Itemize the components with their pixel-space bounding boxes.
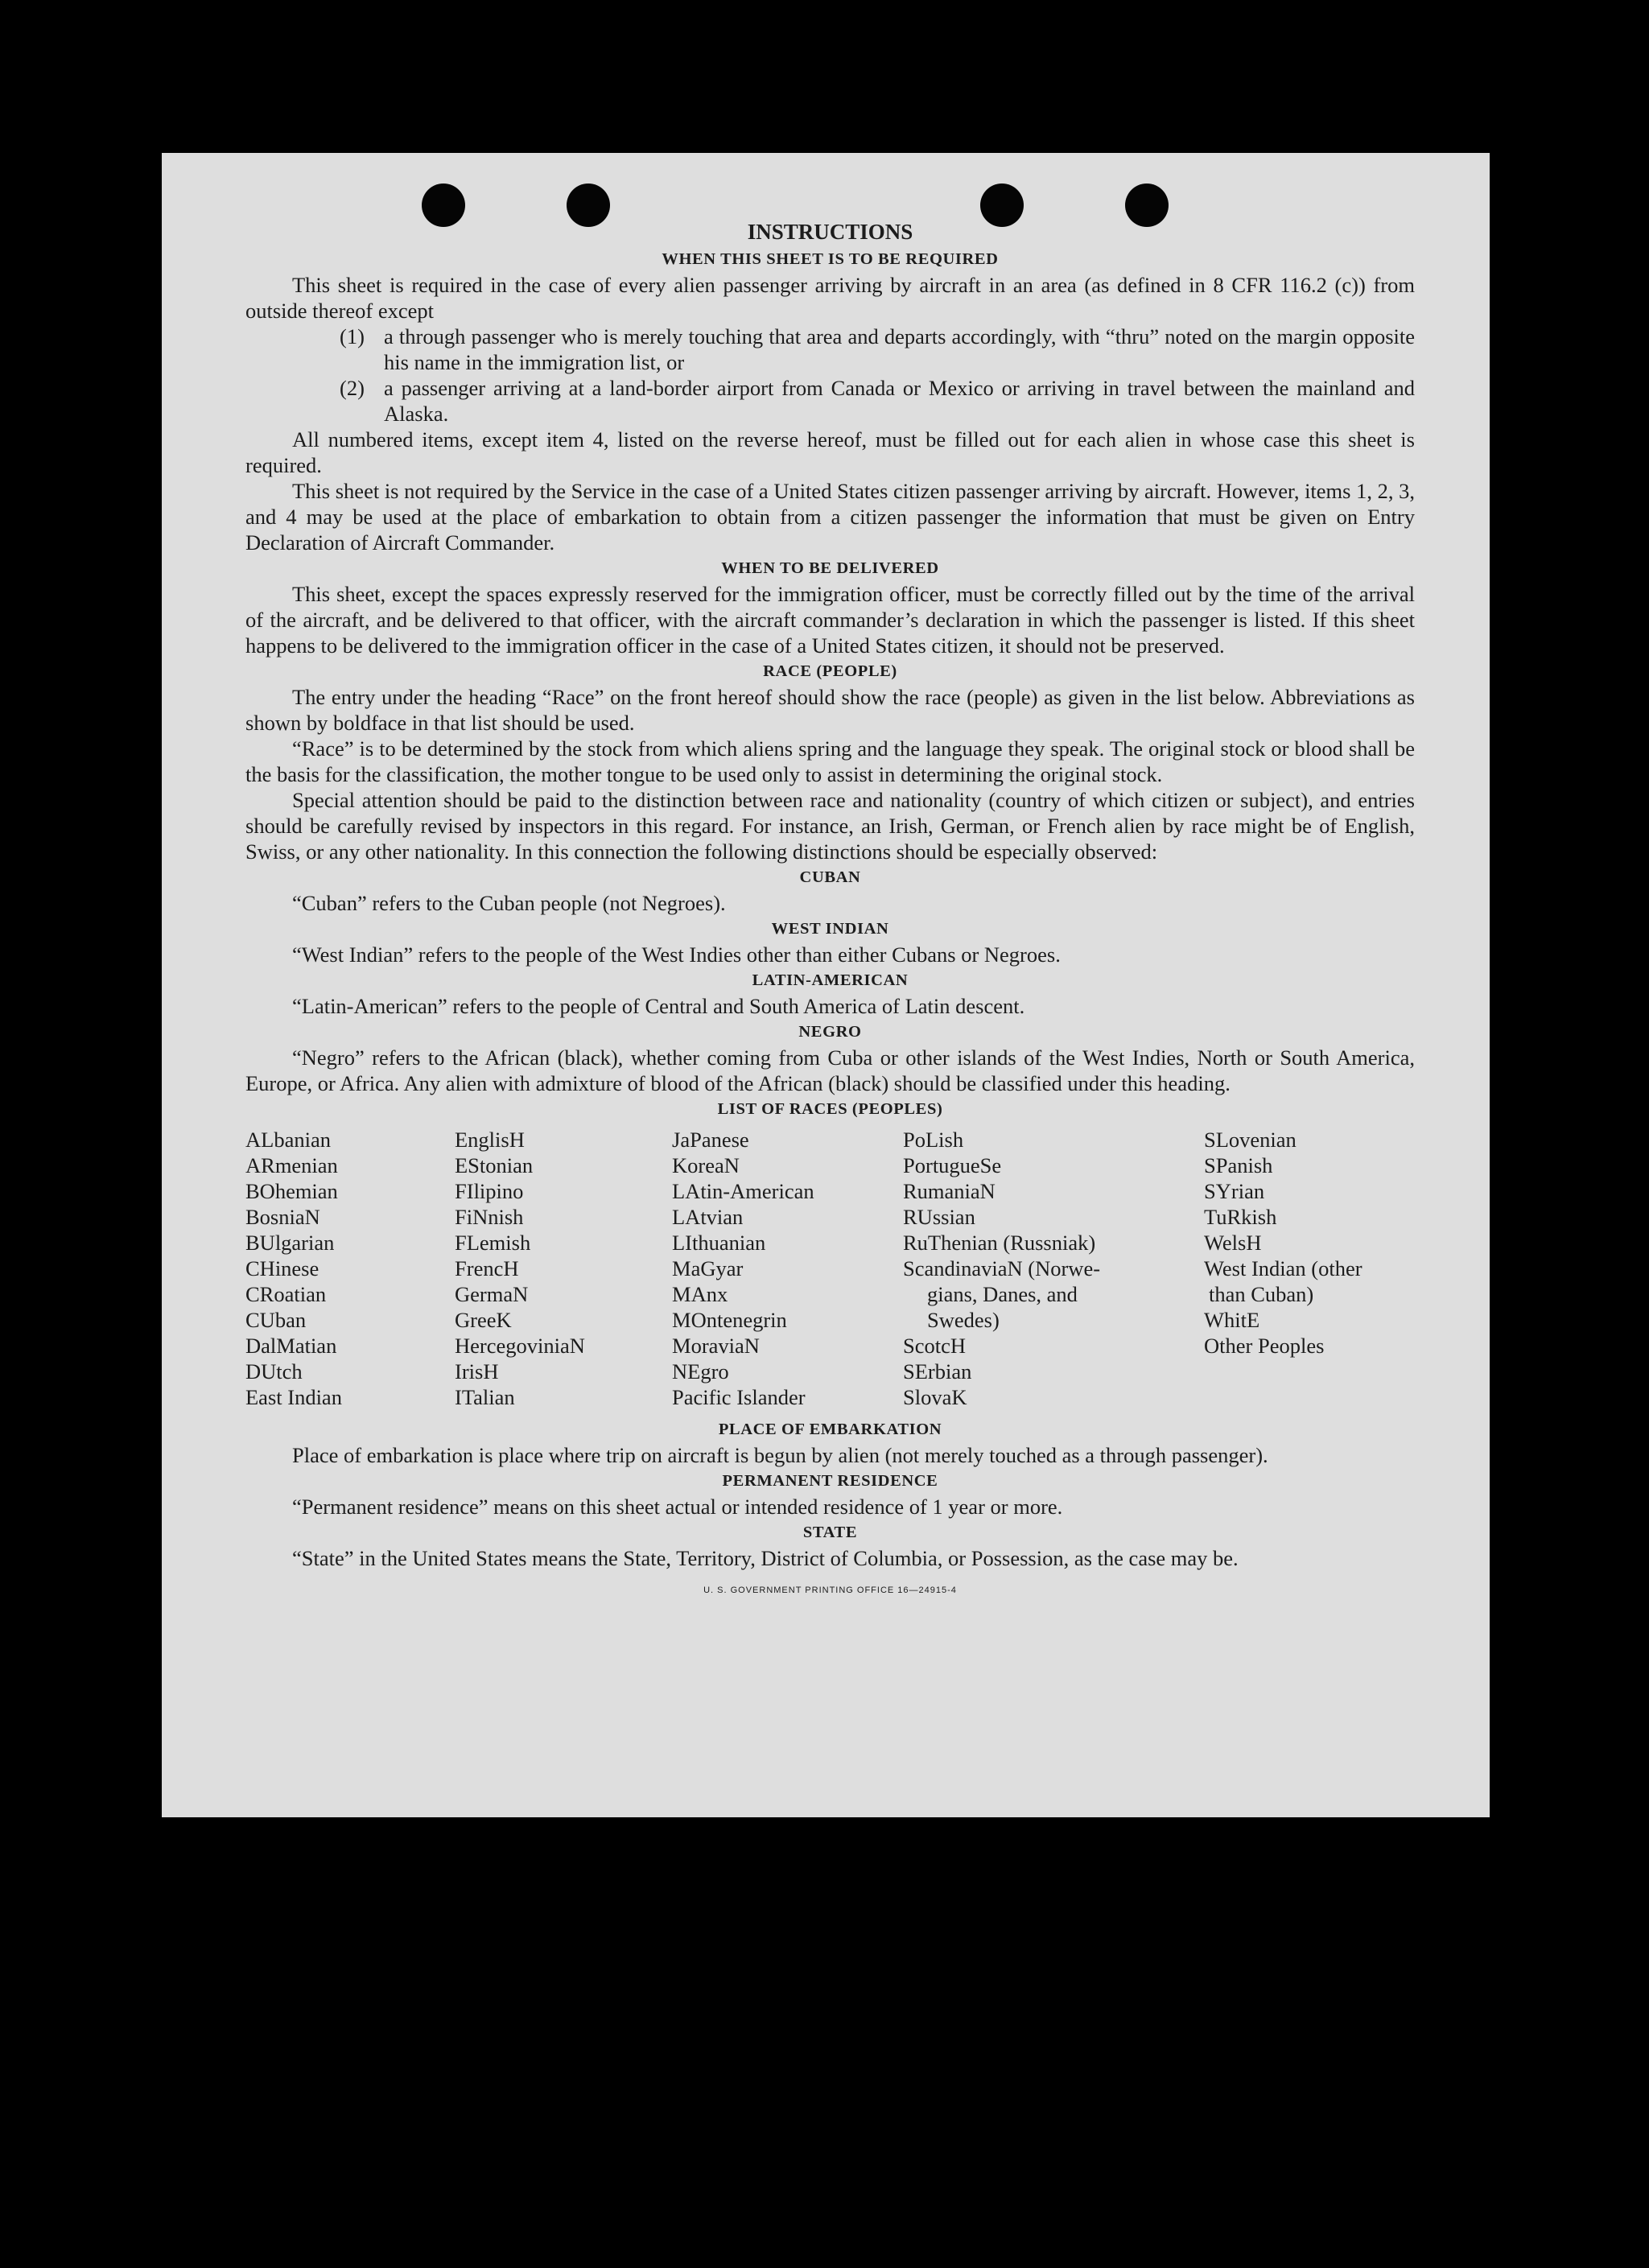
paragraph: “State” in the United States means the State, Territory, District of Columbia, or Possession, as the case may be. [292,1546,1239,1570]
race-entry: FIlipino [455,1179,524,1203]
race-entry: SLovenian [1204,1128,1297,1152]
race-entry: RuThenian (Russniak) [903,1231,1096,1255]
race-entry: ALbanian [245,1128,331,1152]
race-entry: PoLish [903,1128,964,1152]
races-column [1204,1127,1415,1410]
race-entry: RUssian [903,1205,975,1229]
list-item [245,324,1415,375]
race-entry: EStonian [455,1153,534,1177]
race-entry: ITalian [455,1385,515,1409]
race-entry: PortugueSe [903,1153,1002,1177]
race-entry: DalMatian [245,1334,337,1358]
section-heading-cuban: CUBAN [799,868,861,886]
race-entry: ScotcH [903,1334,967,1358]
instruction-sheet [162,153,1490,1817]
paragraph: Special attention should be paid to the distinction between race and nationality (country of which citizen or subject), and entries should be carefully revised by inspectors in this regard. For instance, an Irish, German, or French alien by race might be of English, Swiss, or any other nationality. In this connection the following distinctions should be especially observed: [245,788,1415,864]
paragraph: The entry under the heading “Race” on the front hereof should show the race (people) as given in the list below. Abbreviations as shown by boldface in that list should be used. [245,685,1415,735]
section-heading-latin-american: LATIN-AMERICAN [752,971,909,989]
race-entry: LAtin-American [672,1179,814,1203]
race-entry: Other Peoples [1204,1334,1325,1358]
race-entry: than Cuban) [1209,1282,1314,1306]
list-item [245,375,1415,427]
item-text: a through passenger who is merely touching that area and departs accordingly, with “thru” noted on the margin opposite his name in the immigration list, or [384,324,1415,374]
races-column [455,1127,672,1410]
race-entry: West Indian (other [1204,1256,1362,1280]
paragraph: This sheet is not required by the Service in the case of a United States citizen passenger arriving by aircraft. However, items 1, 2, 3, and 4 may be used at the place of embarkation to obtain from a citizen passenger the information that must be given on Entry Declaration of Aircraft Commander. [245,479,1415,555]
race-entry: LIthuanian [672,1231,766,1255]
paragraph: “Negro” refers to the African (black), whether coming from Cuba or other islands of the West Indies, North or South America, Europe, or Africa. Any alien with admixture of blood of the African (black) should be classified under this heading. [245,1045,1415,1095]
race-entry: BUlgarian [245,1231,335,1255]
race-entry: SlovaK [903,1385,967,1409]
paragraph: “Race” is to be determined by the stock from which aliens spring and the language they speak. The original stock or blood shall be the basis for the classification, the mother tongue to be used only to assist in determining the original stock. [245,736,1415,786]
race-entry: CHinese [245,1256,319,1280]
race-entry: CUban [245,1308,307,1332]
race-entry: East Indian [245,1385,342,1409]
paragraph: “Permanent residence” means on this sheet actual or intended residence of 1 year or more. [292,1495,1063,1519]
paragraph: Place of embarkation is place where trip on aircraft is begun by alien (not merely touched as a through passenger). [292,1443,1268,1467]
race-entry: BOhemian [245,1179,338,1203]
paragraph: “Latin-American” refers to the people of Central and South America of Latin descent. [292,994,1025,1018]
race-entry: MoraviaN [672,1334,760,1358]
race-entry: CRoatian [245,1282,327,1306]
race-entry: SYrian [1204,1179,1265,1203]
race-entry: MaGyar [672,1256,744,1280]
race-entry: IrisH [455,1359,499,1383]
race-entry: FrencH [455,1256,519,1280]
paragraph: This sheet, except the spaces expressly reserved for the immigration officer, must be correctly filled out by the time of the arrival of the aircraft, and be delivered to that officer, with the aircraft commander’s declaration in which the passenger is listed. If this sheet happens to be delivered to the immigration officer in the case of a United States citizen, it should not be preserved. [245,582,1415,658]
races-column [672,1127,903,1410]
section-heading-list-of-races: LIST OF RACES (PEOPLES) [717,1100,943,1118]
section-heading-state: STATE [802,1524,858,1541]
race-entry: BosniaN [245,1205,320,1229]
printing-office-footer: U. S. GOVERNMENT PRINTING OFFICE 16—24915-4 [703,1586,957,1595]
races-column [903,1127,1204,1410]
paragraph: All numbered items, except item 4, listed on the reverse hereof, must be filled out for each alien in whose case this sheet is required. [245,427,1415,477]
race-entry: SPanish [1204,1153,1273,1177]
races-list [245,1127,1415,1410]
page-title: INSTRUCTIONS [747,220,913,244]
section-heading-when-required: WHEN THIS SHEET IS TO BE REQUIRED [662,250,999,268]
race-entry: MOntenegrin [672,1308,787,1332]
section-heading-negro: NEGRO [798,1023,862,1041]
section-heading-embarkation: PLACE OF EMBARKATION [718,1421,942,1438]
section-heading-west-indian: WEST INDIAN [771,920,889,938]
race-entry: gians, Danes, and [927,1282,1078,1306]
race-entry: WelsH [1204,1231,1262,1255]
race-entry: ARmenian [245,1153,338,1177]
item-text: a passenger arriving at a land-border airport from Canada or Mexico or arriving in travel between the mainland and Alaska. [384,376,1415,426]
item-number: (1) [340,324,365,348]
race-entry: TuRkish [1204,1205,1277,1229]
race-entry: NEgro [672,1359,729,1383]
section-heading-when-delivered: WHEN TO BE DELIVERED [721,559,939,577]
race-entry: GreeK [455,1308,512,1332]
race-entry: WhitE [1204,1308,1260,1332]
race-entry: EnglisH [455,1128,525,1152]
race-entry: Swedes) [927,1308,1000,1332]
paragraph: This sheet is required in the case of every alien passenger arriving by aircraft in an area (as defined in 8 CFR 116.2 (c)) from outside thereof except [245,273,1415,323]
race-entry: ScandinaviaN (Norwe- [903,1256,1101,1280]
section-heading-permanent-residence: PERMANENT RESIDENCE [722,1472,938,1490]
document-body [245,217,1415,1603]
race-entry: KoreaN [672,1153,740,1177]
race-entry: GermaN [455,1282,529,1306]
races-column [245,1127,455,1410]
race-entry: SErbian [903,1359,972,1383]
race-entry: DUtch [245,1359,303,1383]
race-entry: JaPanese [672,1128,749,1152]
race-entry: FiNnish [455,1205,524,1229]
race-entry: HercegoviniaN [455,1334,585,1358]
race-entry: RumaniaN [903,1179,996,1203]
paragraph: “West Indian” refers to the people of the West Indies other than either Cubans or Negroes. [292,942,1061,967]
race-entry: Pacific Islander [672,1385,806,1409]
section-heading-race: RACE (PEOPLE) [763,662,897,680]
race-entry: LAtvian [672,1205,744,1229]
race-entry: MAnx [672,1282,728,1306]
paragraph: “Cuban” refers to the Cuban people (not Negroes). [292,891,726,915]
race-entry: FLemish [455,1231,531,1255]
item-number: (2) [340,376,365,400]
